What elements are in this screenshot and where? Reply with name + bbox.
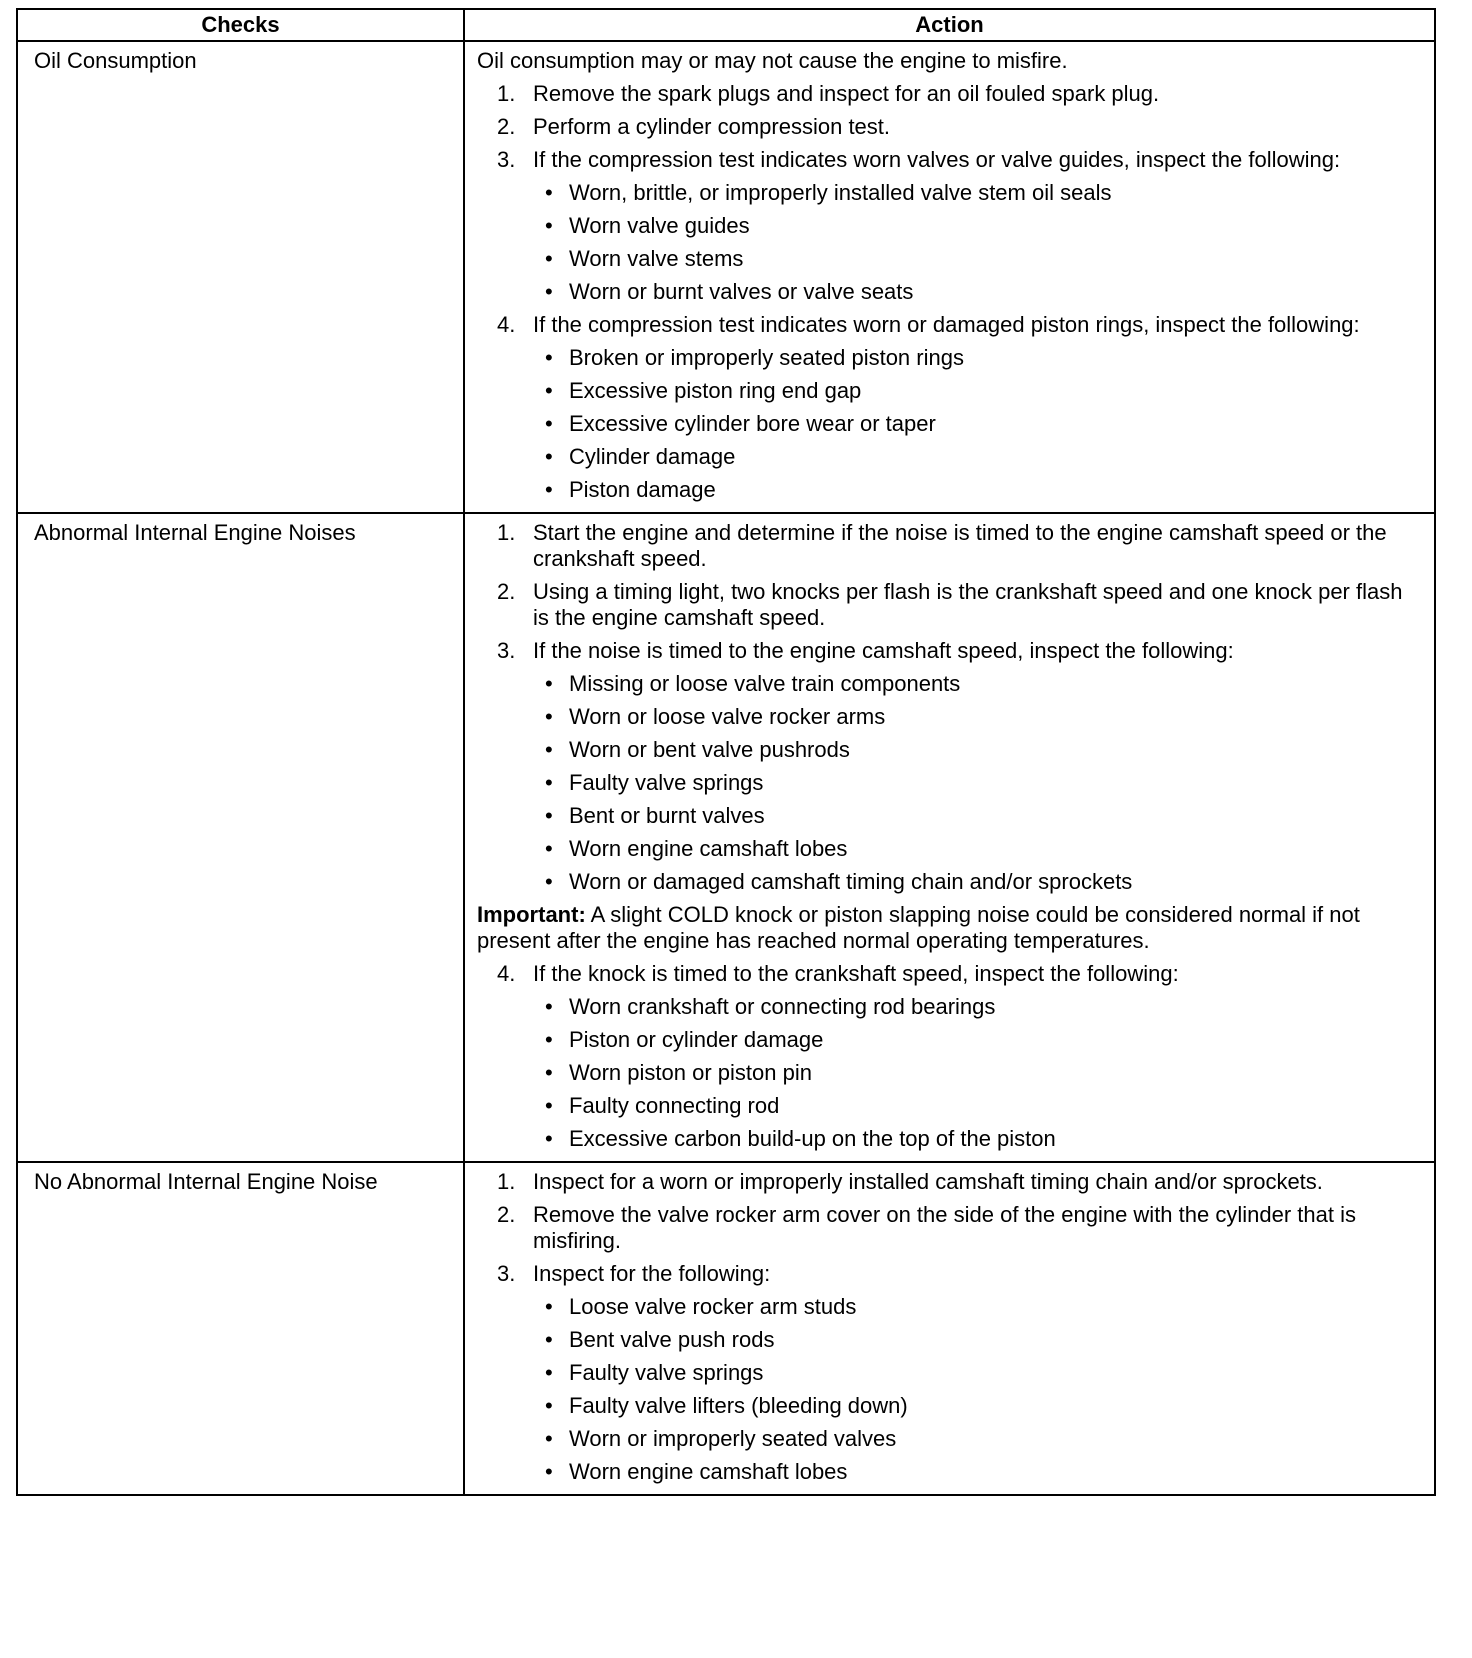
step-text: Start the engine and determine if the noise is timed to the engine camshaft speed or the crankshaft speed. [533, 520, 1387, 571]
important-text: A slight COLD knock or piston slapping noise could be considered normal if not present after the engine has reached normal operating temperatures. [477, 902, 1360, 953]
important-label: Important: [477, 902, 586, 927]
bullet-item: • Worn, brittle, or improperly installed valve stem oil seals [533, 180, 1424, 206]
step-item [477, 579, 1424, 631]
bullet-item: • Missing or loose valve train components [533, 671, 1424, 697]
step-item [477, 520, 1424, 572]
step-item [477, 81, 1424, 107]
action-cell [464, 513, 1435, 1162]
step-list [477, 81, 1424, 503]
bullet-item: • Piston or cylinder damage [533, 1027, 1424, 1053]
step-number: 3. [497, 147, 516, 172]
step-list [477, 961, 1424, 1152]
table-row [17, 513, 1435, 1162]
step-text: If the noise is timed to the engine camshaft speed, inspect the following: [533, 638, 1234, 663]
bullet-item: • Broken or improperly seated piston rings [533, 345, 1424, 371]
bullet-item: • Worn piston or piston pin [533, 1060, 1424, 1086]
bullet-item: • Worn crankshaft or connecting rod bearings [533, 994, 1424, 1020]
action-cell [464, 1162, 1435, 1495]
step-text: Inspect for a worn or improperly installed camshaft timing chain and/or sprockets. [533, 1169, 1323, 1194]
table-row [17, 1162, 1435, 1495]
bullet-item: • Worn valve guides [533, 213, 1424, 239]
header-checks: Checks [17, 9, 464, 41]
bullet-item: • Worn engine camshaft lobes [533, 1459, 1424, 1485]
step-text: Remove the spark plugs and inspect for an oil fouled spark plug. [533, 81, 1160, 106]
check-cell: Oil Consumption [17, 41, 464, 513]
check-cell: Abnormal Internal Engine Noises [17, 513, 464, 1162]
step-item [477, 638, 1424, 895]
step-text: Using a timing light, two knocks per flash is the crankshaft speed and one knock per flash is the engine camshaft speed. [533, 579, 1403, 630]
bullet-list [533, 994, 1424, 1152]
step-text: Remove the valve rocker arm cover on the side of the engine with the cylinder that is misfiring. [533, 1202, 1356, 1253]
step-number: 2. [497, 579, 516, 604]
bullet-item: • Piston damage [533, 477, 1424, 503]
step-number: 1. [497, 520, 516, 545]
bullet-item: • Excessive piston ring end gap [533, 378, 1424, 404]
step-item [477, 312, 1424, 503]
step-item [477, 1169, 1424, 1195]
bullet-item: • Loose valve rocker arm studs [533, 1294, 1424, 1320]
step-number: 1. [497, 81, 516, 106]
step-text: If the compression test indicates worn valves or valve guides, inspect the following: [533, 147, 1341, 172]
step-list [477, 1169, 1424, 1485]
step-number: 2. [497, 114, 516, 139]
step-text: If the knock is timed to the crankshaft speed, inspect the following: [533, 961, 1179, 986]
step-list [477, 520, 1424, 895]
step-number: 3. [497, 638, 516, 663]
step-item [477, 1202, 1424, 1254]
bullet-item: • Worn or loose valve rocker arms [533, 704, 1424, 730]
bullet-item: • Cylinder damage [533, 444, 1424, 470]
bullet-list [533, 1294, 1424, 1485]
bullet-list [533, 180, 1424, 305]
step-text: If the compression test indicates worn or damaged piston rings, inspect the following: [533, 312, 1360, 337]
step-text: Inspect for the following: [533, 1261, 771, 1286]
step-item [477, 961, 1424, 1152]
bullet-item: • Excessive carbon build-up on the top of the piston [533, 1126, 1424, 1152]
step-number: 1. [497, 1169, 516, 1194]
important-note [477, 902, 1424, 954]
table-row [17, 41, 1435, 513]
check-cell: No Abnormal Internal Engine Noise [17, 1162, 464, 1495]
bullet-item: • Bent valve push rods [533, 1327, 1424, 1353]
step-number: 4. [497, 312, 516, 337]
bullet-item: • Bent or burnt valves [533, 803, 1424, 829]
step-number: 2. [497, 1202, 516, 1227]
bullet-item: • Worn or improperly seated valves [533, 1426, 1424, 1452]
step-item [477, 114, 1424, 140]
action-intro: Oil consumption may or may not cause the engine to misfire. [477, 48, 1068, 73]
header-action: Action [464, 9, 1435, 41]
step-number: 4. [497, 961, 516, 986]
bullet-item: • Worn engine camshaft lobes [533, 836, 1424, 862]
bullet-item: • Faulty valve lifters (bleeding down) [533, 1393, 1424, 1419]
bullet-list [533, 671, 1424, 895]
bullet-item: • Worn valve stems [533, 246, 1424, 272]
bullet-item: • Worn or bent valve pushrods [533, 737, 1424, 763]
step-text: Perform a cylinder compression test. [533, 114, 891, 139]
bullet-item: • Faulty valve springs [533, 770, 1424, 796]
bullet-item: • Worn or damaged camshaft timing chain and/or sprockets [533, 869, 1424, 895]
bullet-item: • Faulty connecting rod [533, 1093, 1424, 1119]
diagnostic-table [16, 8, 1436, 1496]
step-item [477, 1261, 1424, 1485]
step-number: 3. [497, 1261, 516, 1286]
action-cell [464, 41, 1435, 513]
bullet-list [533, 345, 1424, 503]
step-item [477, 147, 1424, 305]
bullet-item: • Worn or burnt valves or valve seats [533, 279, 1424, 305]
bullet-item: • Excessive cylinder bore wear or taper [533, 411, 1424, 437]
header-row [17, 9, 1435, 41]
bullet-item: • Faulty valve springs [533, 1360, 1424, 1386]
